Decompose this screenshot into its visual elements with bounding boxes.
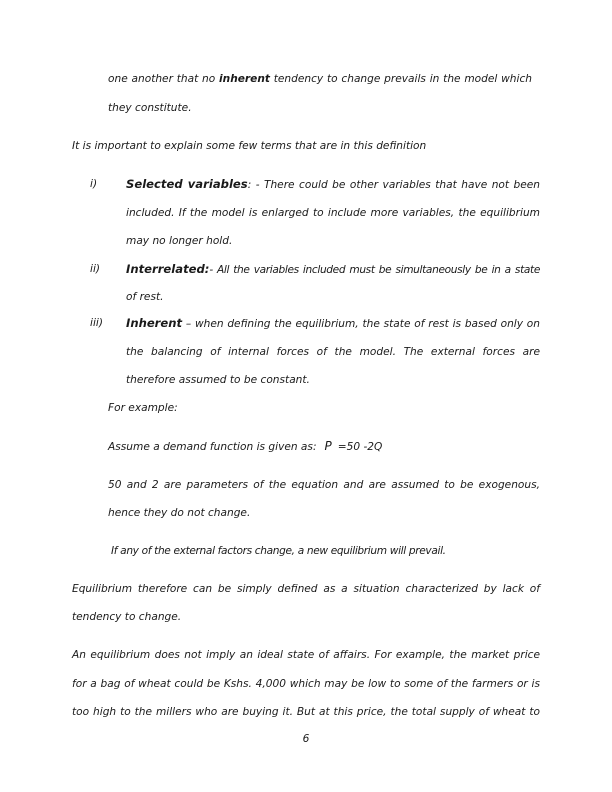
for-example-label: For example: (108, 402, 178, 414)
ideal-state-line-2: for a bag of wheat could be Kshs. 4,000 which may be low to some of the farmers or is (72, 678, 540, 690)
equilibrium-def-line-1: Equilibrium therefore can be simply defined as a situation characterized by lack of (72, 583, 540, 595)
term-3-title: Inherent (126, 316, 183, 330)
term-2-line-1 (126, 262, 540, 277)
term-2-line-2: of rest. (126, 291, 164, 303)
equilibrium-def-line-2: tendency to change. (72, 611, 182, 623)
external-change-paragraph: If any of the external factors change, a new equilibrium will prevail. (111, 545, 446, 557)
term-3-sep: – (182, 318, 195, 330)
term-3-line-2: the balancing of internal forces of the model. The external forces are (126, 346, 540, 358)
term-1-sep: : - (247, 179, 264, 191)
intro-bold-inherent: inherent (219, 73, 270, 85)
demand-function-label: Assume a demand function is given as: (108, 441, 317, 453)
term-1-line-1 (126, 177, 540, 192)
intro-line-2: they constitute. (108, 102, 192, 114)
page-number: 6 (302, 733, 310, 745)
demand-function-p: P (324, 439, 332, 453)
term-2-title: Interrelated: (126, 262, 210, 276)
intro-line-1 (108, 72, 532, 86)
intro-text-pre: one another that no (108, 73, 220, 85)
explain-terms-paragraph: It is important to explain some few terms that are in this definition (72, 140, 427, 152)
term-3-numeral: iii) (90, 317, 103, 329)
ideal-state-line-3: too high to the millers who are buying it. But at this price, the total supply of wheat to (72, 706, 540, 718)
parameters-line-1: 50 and 2 are parameters of the equation and are assumed to be exogenous, (108, 479, 540, 491)
term-3-line-1 (126, 316, 540, 331)
term-2-numeral: ii) (90, 263, 101, 275)
term-3-line-3: therefore assumed to be constant. (126, 374, 310, 386)
demand-function-equation: =50 -2Q (337, 441, 383, 453)
term-1-text-1: There could be other variables that have not been (264, 179, 540, 191)
term-1-line-3: may no longer hold. (126, 235, 233, 247)
term-2-text-1: All the variables included must be simultaneously be in a state (217, 264, 540, 276)
term-3-text-1: when defining the equilibrium, the state of rest is based only on (194, 318, 540, 330)
term-1-numeral: i) (90, 178, 98, 190)
term-1-line-2: included. If the model is enlarged to include more variables, the equilibrium (126, 207, 540, 219)
demand-function-line (108, 439, 382, 454)
intro-text-post: tendency to change prevails in the model which (269, 73, 533, 85)
ideal-state-line-1: An equilibrium does not imply an ideal state of affairs. For example, the market price (72, 649, 540, 661)
term-2-sep: - (209, 264, 218, 276)
term-1-title: Selected variables (126, 177, 248, 191)
parameters-line-2: hence they do not change. (108, 507, 251, 519)
